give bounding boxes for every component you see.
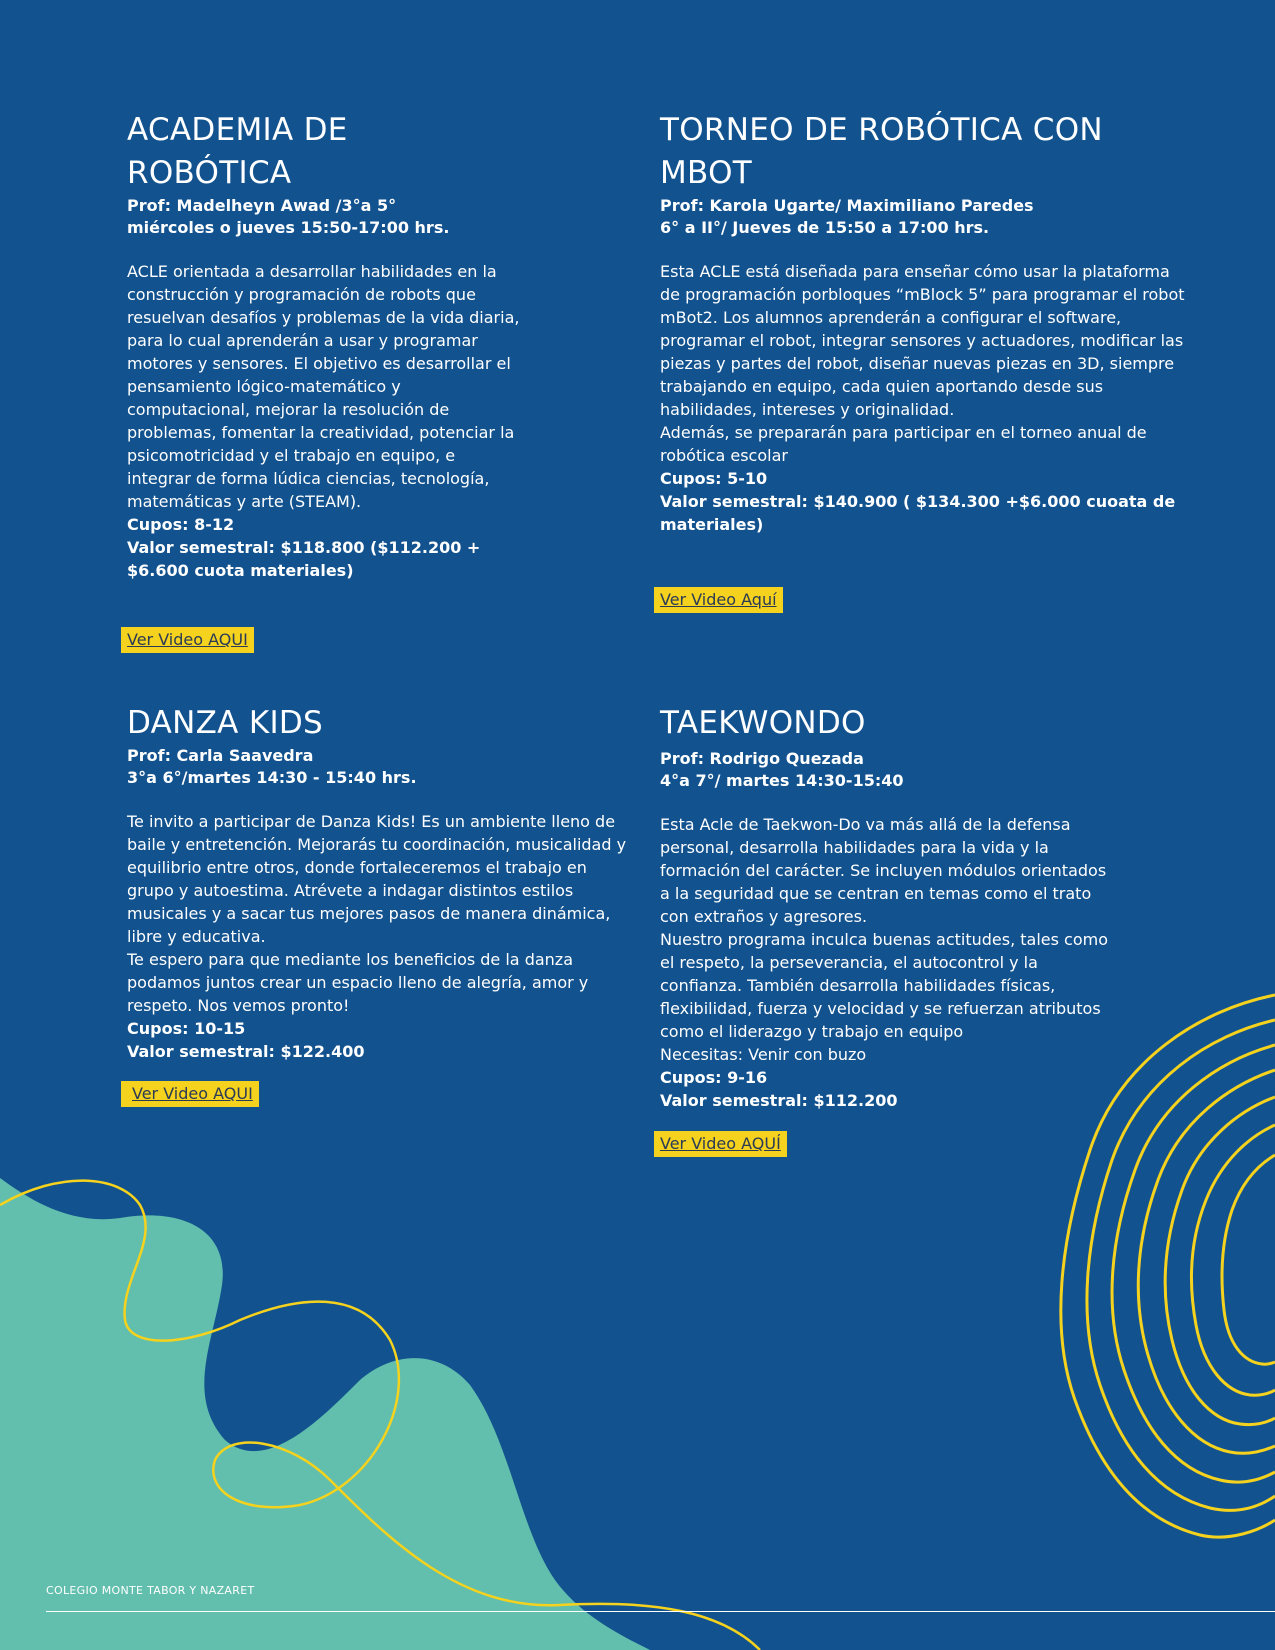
- activity-teacher: Prof: Karola Ugarte/ Maximiliano Paredes: [660, 196, 1034, 215]
- activity-teacher: Prof: Rodrigo Quezada: [660, 749, 864, 768]
- video-link-button[interactable]: Ver Video AQUI: [121, 1081, 259, 1107]
- activity-description: ACLE orientada a desarrollar habilidades en la construcción y programación de robots que resuelvan desafíos y problemas de la vida diaria, para lo cual aprenderán a usar y programar motores y sensores. El objetivo es desarrollar el pensamiento lógico-matemático y computacional, mejorar la resolución de problemas, fomentar la creatividad, potenciar la psicomotricidad y el trabajo en equipo, e integrar de forma lúdica ciencias, tecnología, matemáticas y arte (STEAM).: [127, 262, 520, 511]
- video-link-button[interactable]: Ver Video Aquí: [654, 587, 783, 613]
- activity-cupos: Cupos: 10-15: [127, 1019, 246, 1038]
- activity-card-danza-kids: [127, 702, 627, 1063]
- activity-valor: Valor semestral: $140.900 ( $134.300 +$6.000 cuoata de materiales): [660, 492, 1176, 534]
- video-link-button[interactable]: Ver Video AQUÍ: [654, 1131, 787, 1157]
- activity-cupos: Cupos: 8-12: [127, 515, 235, 534]
- activity-title: TORNEO DE ROBÓTICA CON MBOT: [660, 112, 1103, 191]
- footer-divider: [46, 1611, 1275, 1612]
- activity-card-taekwondo: [660, 702, 1115, 1112]
- footer-school-name: COLEGIO MONTE TABOR Y NAZARET: [46, 1584, 255, 1597]
- activity-description: Te invito a participar de Danza Kids! Es un ambiente lleno de baile y entretención. Mejorarás tu coordinación, musicalidad y equilibrio entre otros, donde fortaleceremos el trabajo en grupo y autoestima. Atrévete a indagar distintos estilos musicales y a sacar tus mejores pasos de manera dinámica, libre y educativa. Te espero para que mediante los beneficios de la danza podamos juntos crear un espacio lleno de alegría, amor y respeto. Nos vemos pronto!: [127, 812, 627, 1015]
- activity-schedule: 6° a II°/ Jueves de 15:50 a 17:00 hrs.: [660, 218, 990, 237]
- activity-title: ACADEMIA DE ROBÓTICA: [127, 112, 348, 191]
- activity-valor: Valor semestral: $118.800 ($112.200 + $6.600 cuota materiales): [127, 538, 481, 580]
- activity-description: Esta Acle de Taekwon-Do va más allá de la defensa personal, desarrolla habilidades para la vida y la formación del carácter. Se incluyen módulos orientados a la seguridad que se centran en temas como el trato con extraños y agresores. Nuestro programa inculca buenas actitudes, tales como el respeto, la perseverancia, el autocontrol y la confianza. También desarrolla habilidades físicas, flexibilidad, fuerza y velocidad y se refuerzan atributos como el liderazgo y trabajo en equipo Necesitas: Venir con buzo: [660, 815, 1109, 1064]
- activity-card-robotica: [127, 109, 522, 582]
- activity-valor: Valor semestral: $112.200: [660, 1091, 898, 1110]
- activity-title: DANZA KIDS: [127, 705, 324, 741]
- activity-teacher: Prof: Madelheyn Awad /3°a 5°: [127, 196, 397, 215]
- activity-schedule: miércoles o jueves 15:50-17:00 hrs.: [127, 218, 450, 237]
- activity-teacher: Prof: Carla Saavedra: [127, 746, 314, 765]
- teal-blob: [0, 1178, 650, 1650]
- activity-schedule: 3°a 6°/martes 14:30 - 15:40 hrs.: [127, 768, 417, 787]
- activity-cupos: Cupos: 5-10: [660, 469, 768, 488]
- activity-description: Esta ACLE está diseñada para enseñar cómo usar la plataforma de programación porbloques “mBlock 5” para programar el robot mBot2. Los alumnos aprenderán a configurar el software, programar el robot, integrar sensores y actuadores, modificar las piezas y partes del robot, diseñar nuevas piezas en 3D, siempre trabajando en equipo, cada quien aportando desde sus habilidades, intereses y originalidad. Además, se prepararán para participar en el torneo anual de robótica escolar: [660, 262, 1185, 465]
- activity-card-torneo-robotica: [660, 109, 1190, 536]
- activity-title: TAEKWONDO: [660, 705, 866, 741]
- activity-schedule: 4°a 7°/ martes 14:30-15:40: [660, 771, 904, 790]
- activity-valor: Valor semestral: $122.400: [127, 1042, 365, 1061]
- activity-cupos: Cupos: 9-16: [660, 1068, 768, 1087]
- video-link-button[interactable]: Ver Video AQUI: [121, 627, 254, 653]
